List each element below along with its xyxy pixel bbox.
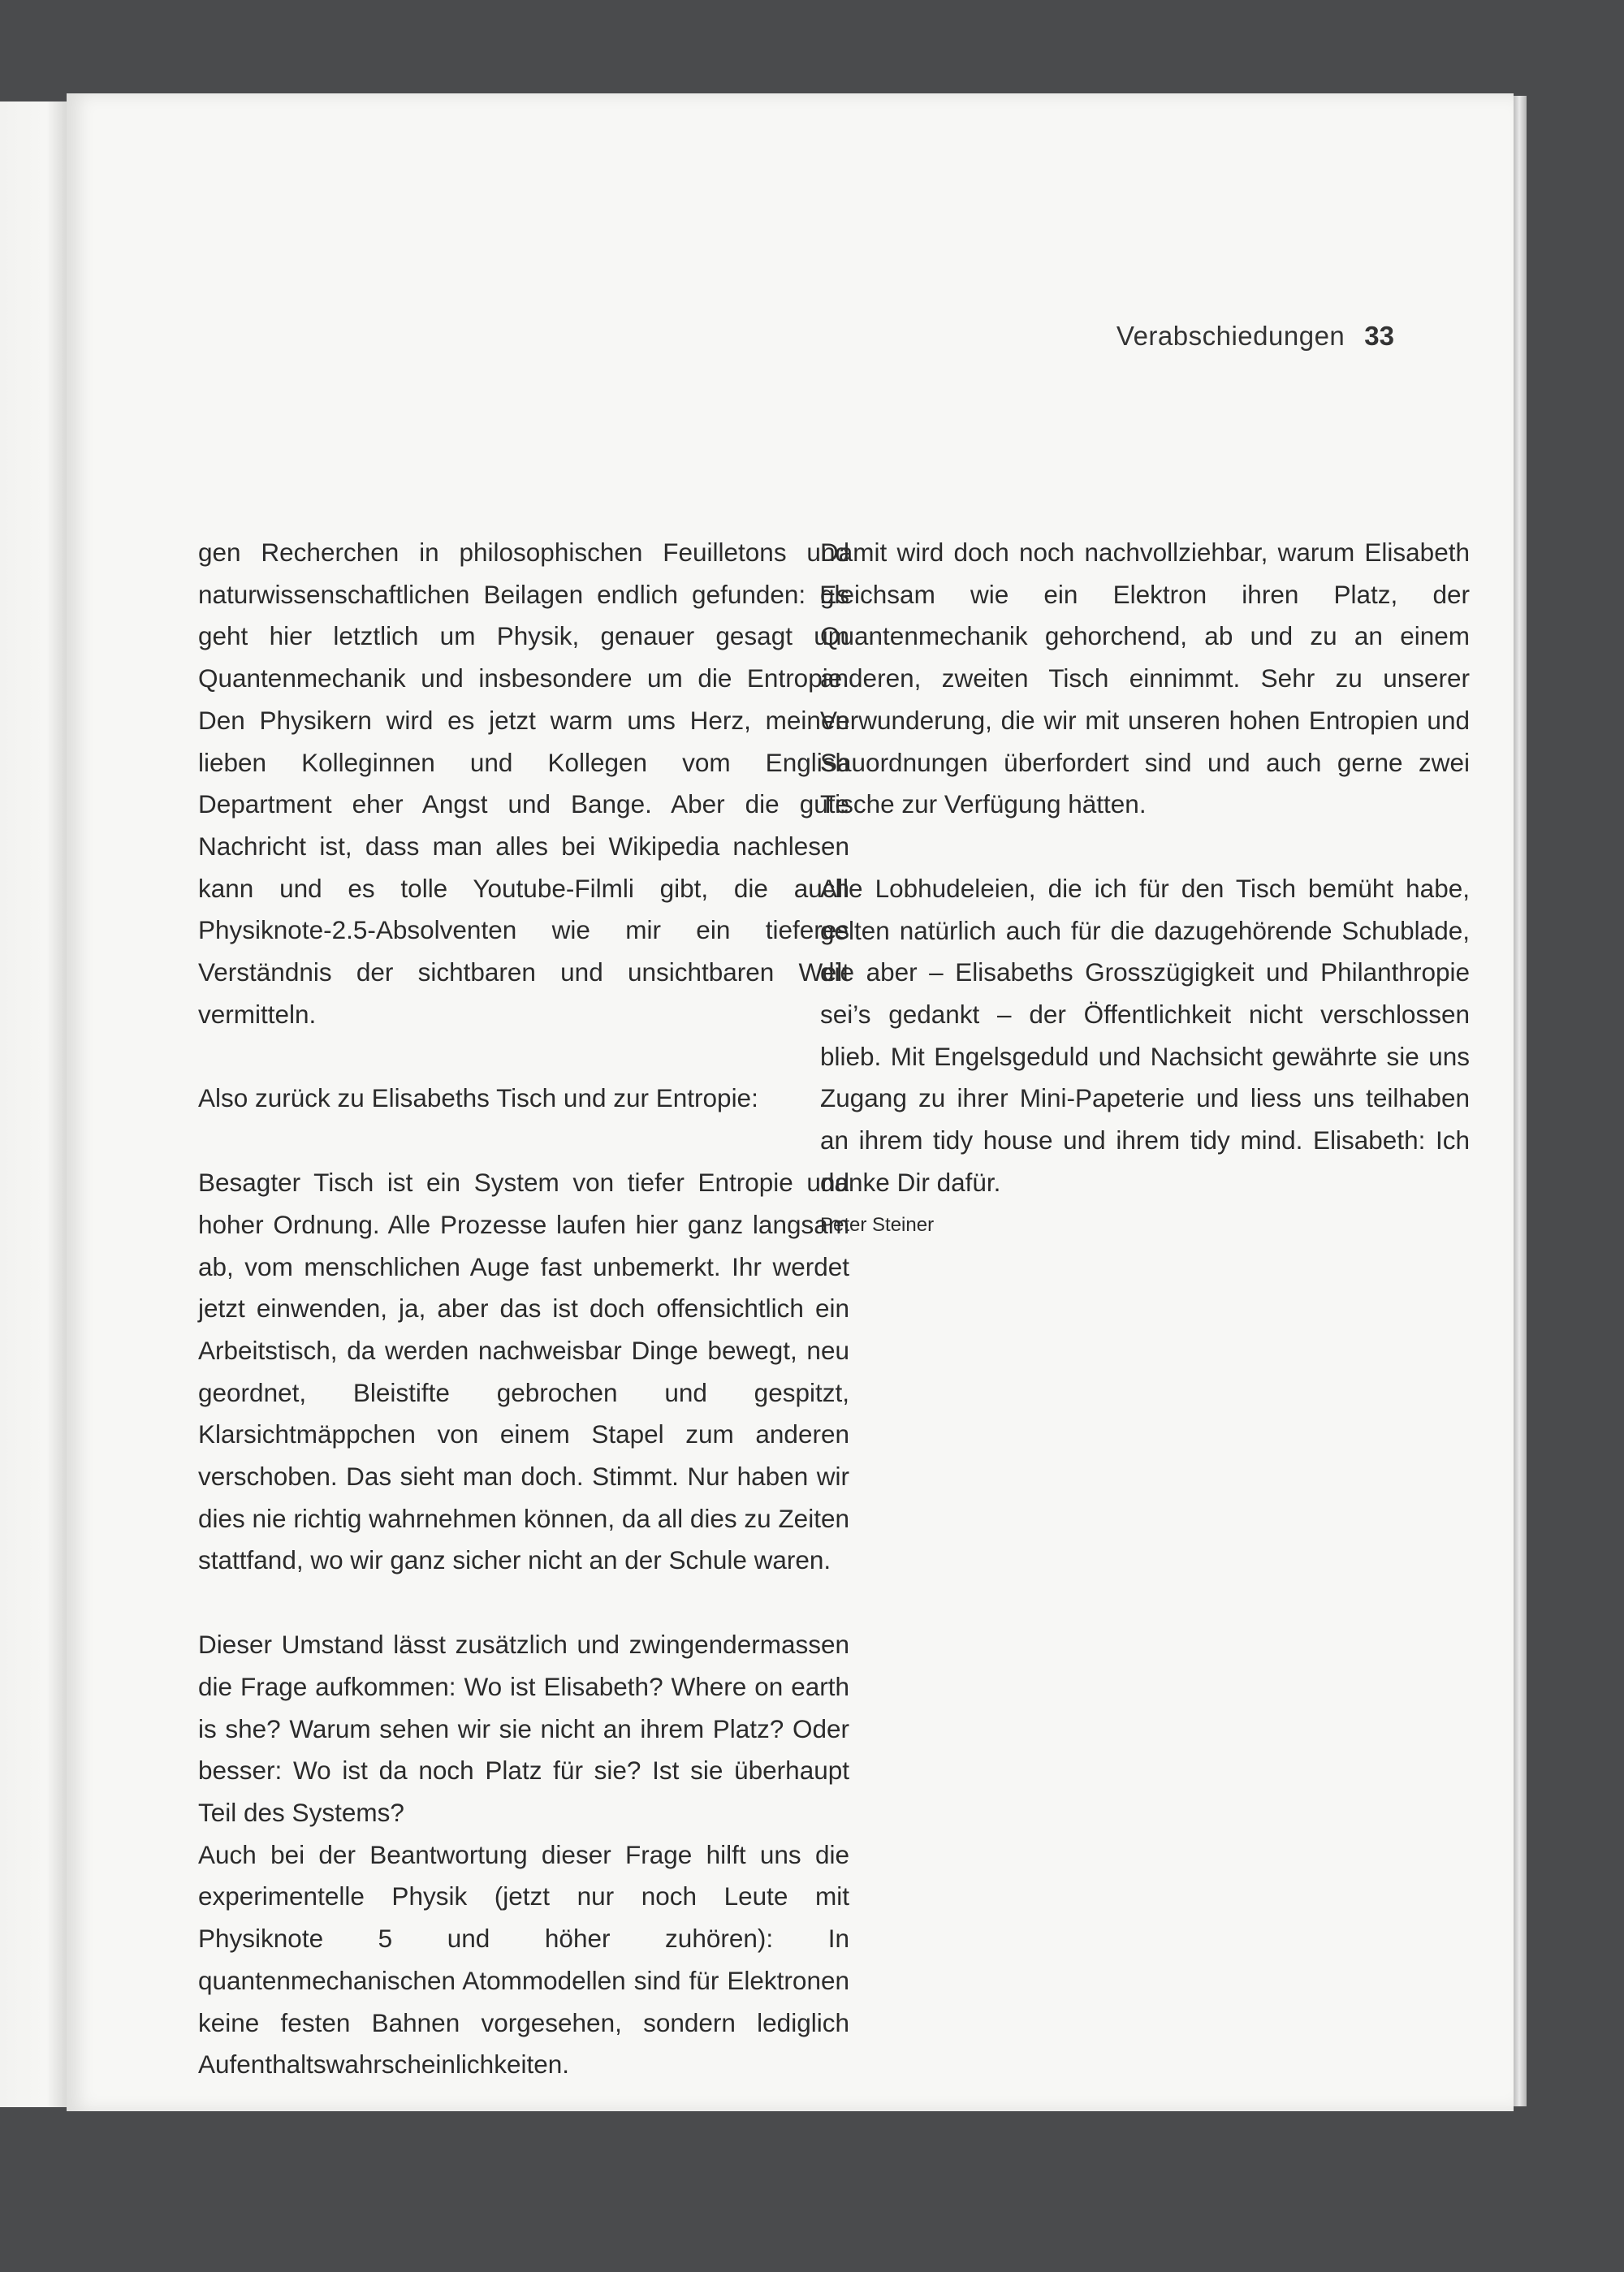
author-signature: Peter Steiner: [820, 1213, 935, 1236]
section-title: Verabschiedungen: [1116, 321, 1345, 351]
paragraph: Auch bei der Beantwortung dieser Frage hilft uns die experimentelle Physik (jetzt nur noch Leute mit Physiknote 5 und höher zuhören): In quantenmechanischen Atommodellen sind für Elektronen keine festen Bahnen vorgesehen, sondern lediglich Aufenthaltswahrscheinlichkeiten.: [198, 1839, 849, 2080]
paragraph: Also zurück zu Elisabeths Tisch und zur Entropie:: [198, 1083, 758, 1113]
paragraph: Alle Lobhudeleien, die ich für den Tisch bemüht habe, gelten natürlich auch für die dazugehörende Schublade, die aber – Elisabeths Grosszügigkeit und Philanthropie sei’s gedankt – der Öffentlichkeit nicht verschlossen blieb. Mit Engelsgeduld und Nachsicht gewährte sie uns Zugang zu ihrer Mini-Papeterie und liess uns teilhaben an ihrem tidy house und ihrem tidy mind. Elisabeth: Ich danke Dir dafür.: [820, 873, 1470, 1197]
page-number: 33: [1364, 321, 1394, 351]
paragraph: Dieser Umstand lässt zusätzlich und zwingendermassen die Frage aufkommen: Wo ist Elisabeth? Where on earth is she? Warum sehen wir sie nicht an ihrem Platz? Oder besser: Wo ist da noch Platz für sie? Ist sie überhaupt Teil des Systems?: [198, 1630, 849, 1827]
page-stack-edge: [1514, 96, 1527, 2106]
left-column: [198, 532, 849, 2086]
book-page: [67, 93, 1514, 2111]
paragraph: Besagter Tisch ist ein System von tiefer Entropie und hoher Ordnung. Alle Prozesse laufen hier ganz langsam ab, vom menschlichen Auge fast unbemerkt. Ihr werdet jetzt einwenden, ja, aber das ist doch offensichtlich ein Arbeitstisch, da werden nachweisbar Dinge bewegt, neu geordnet, Bleistifte gebrochen und gespitzt, Klarsichtmäppchen von einem Stapel zum anderen verschoben. Das sieht man doch. Stimmt. Nur haben wir dies nie richtig wahrnehmen können, da all dies zu Zeiten stattfand, wo wir ganz sicher nicht an der Schule waren.: [198, 1168, 849, 1575]
running-header: [1116, 321, 1394, 352]
paragraph: gen Recherchen in philosophischen Feuilletons und naturwissenschaftlichen Beilagen endlich gefunden: Es geht hier letztlich um Physik, genauer gesagt um Quantenmechanik und insbesondere um die Entropie. Den Physikern wird es jetzt warm ums Herz, meinen lieben Kolleginnen und Kollegen vom English Department eher Angst und Bange. Aber die gute Nachricht ist, dass man alles bei Wikipedia nachlesen kann und es tolle Youtube-Filmli gibt, die auch Physiknote-2.5-Absolventen wie mir ein tieferes Verständnis der sichtbaren und unsichtbaren Welt vermitteln.: [198, 538, 849, 1029]
paragraph: Damit wird doch noch nachvollziehbar, warum Elisabeth gleichsam wie ein Elektron ihren Platz, der Quantenmechanik gehorchend, ab und zu an einem anderen, zweiten Tisch einnimmt. Sehr zu unserer Verwunderung, die wir mit unseren hohen Entropien und Sauordnungen überfordert sind und auch gerne zwei Tische zur Verfügung hätten.: [820, 538, 1470, 819]
right-column: [820, 532, 1470, 1242]
left-page-edge: [0, 102, 67, 2107]
